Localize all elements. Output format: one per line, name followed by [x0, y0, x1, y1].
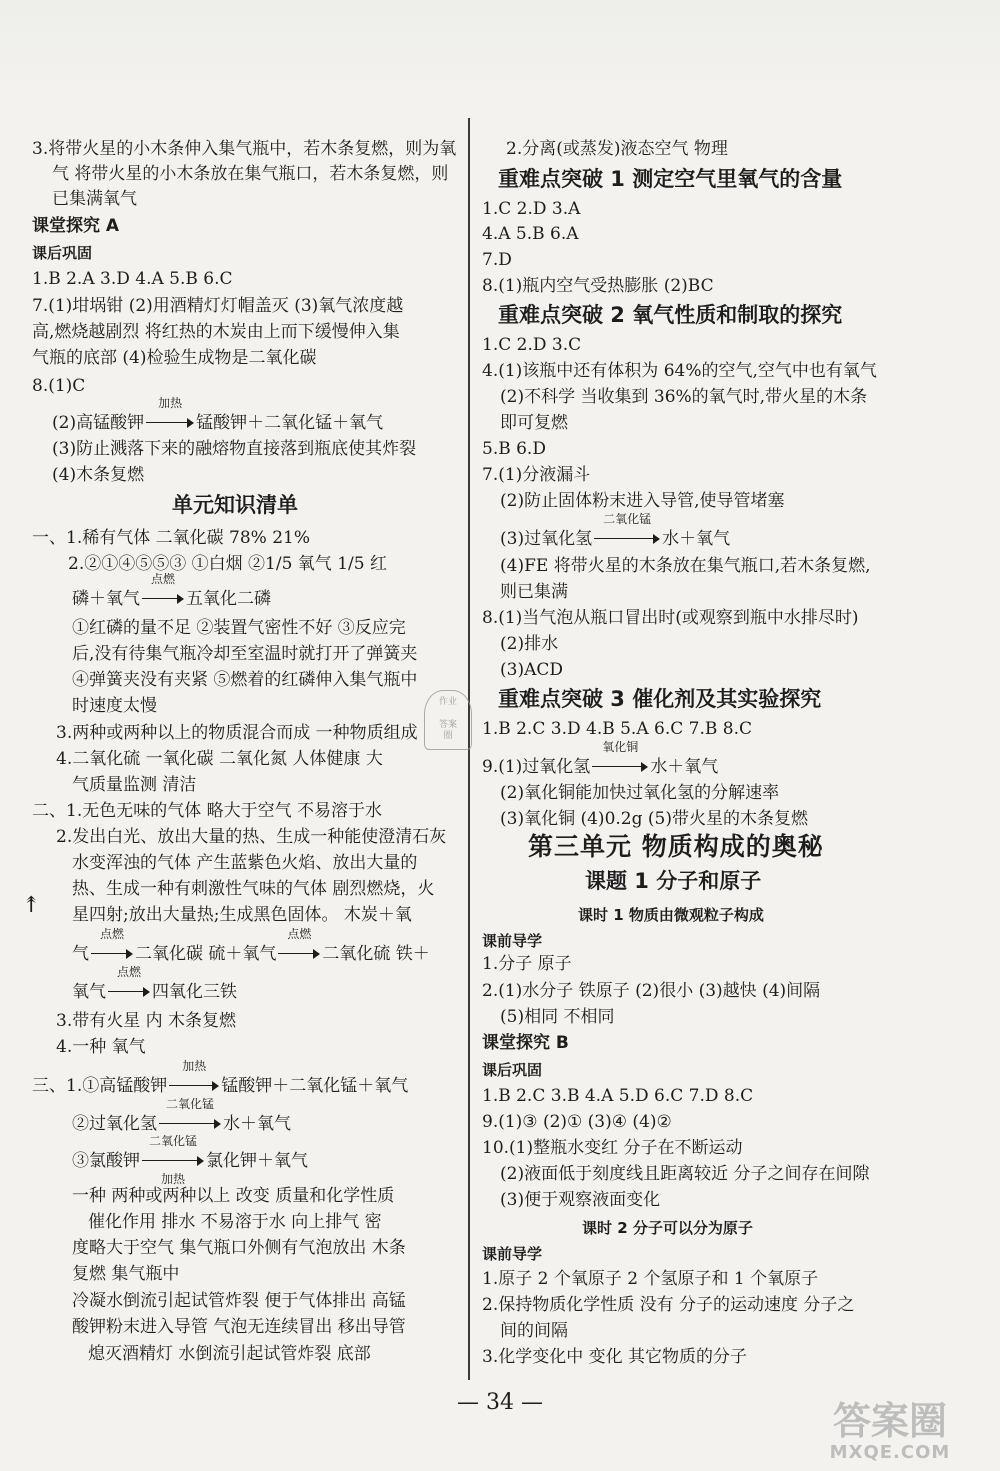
text-line: 复燃 集气瓶中: [72, 1264, 180, 1284]
arrow-icon: [592, 762, 648, 772]
text-line: ④弹簧夹没有夹紧 ⑤燃着的红磷伸入集气瓶中: [72, 670, 418, 690]
reaction-condition: 加热: [158, 396, 183, 410]
equation-line: [72, 1134, 308, 1186]
equation-line: [72, 927, 430, 965]
equation-reactant: 9.(1)过氧化氢: [482, 757, 591, 777]
equation-product: 水＋氧气: [223, 1114, 291, 1134]
arrow-icon: [108, 987, 150, 997]
arrow-icon: [594, 534, 660, 544]
equation-line: [500, 512, 731, 550]
equation-product: 四氧化三铁: [152, 982, 237, 1002]
text-line: 8.(1)C: [32, 376, 86, 396]
text-line: (3)防止溅落下来的融熔物直接落到瓶底使其炸裂: [52, 439, 417, 459]
page-number: — 34 —: [457, 1390, 543, 1415]
section-label: 课后巩固: [32, 244, 93, 262]
text-line: 一种 两种或两种以上 改变 质量和化学性质: [72, 1186, 395, 1206]
equation-reactant: 磷＋氧气: [72, 589, 140, 609]
arrow-icon: [278, 949, 320, 959]
stamp-text: 圈: [443, 731, 453, 741]
text-line: 热、生成一种有刺激性气味的气体 剧烈燃烧，火: [72, 879, 435, 899]
reaction-condition: 点燃: [287, 927, 312, 941]
text-line: 则已集满: [500, 582, 568, 602]
equation-line: [32, 1059, 409, 1097]
reaction-condition: 二氧化锰: [165, 1097, 214, 1111]
reaction-condition: 加热: [160, 1172, 185, 1186]
text-line: ①红磷的量不足 ②装置气密性不好 ③反应完: [72, 618, 406, 638]
section-heading: 单元知识清单: [172, 493, 298, 517]
text-line: 度略大于空气 集气瓶口外侧有气泡放出 木条: [72, 1238, 406, 1258]
text-line: 2.保持物质化学性质 没有 分子的运动速度 分子之: [482, 1295, 855, 1315]
text-line: 一、1.稀有气体 二氧化碳 78% 21%: [32, 528, 311, 548]
text-line: 催化作用 排水 不易溶于水 向上排气 密: [88, 1212, 382, 1232]
text-line: 3.带有火星 内 木条复燃: [56, 1011, 237, 1031]
equation-line: [52, 396, 384, 434]
reaction-arrow: [146, 396, 194, 434]
text-line: 已集满氧气: [52, 189, 137, 209]
equation-product: 水＋氧气: [650, 757, 719, 777]
equation-line: [482, 740, 719, 778]
reaction-condition: 氧化铜: [602, 740, 639, 754]
equation-line: [72, 572, 271, 610]
text-line: 二、1.无色无味的气体 略大于空气 不易溶于水: [32, 801, 383, 821]
equation-reactant: (2)高锰酸钾: [52, 413, 145, 433]
stamp-text: 作业: [438, 697, 457, 707]
arrow-icon: [169, 1081, 219, 1091]
reaction-condition: 二氧化锰: [148, 1134, 197, 1148]
reaction-arrow: [142, 1134, 204, 1186]
equation-product: 氯化钾＋氧气: [206, 1151, 308, 1171]
text-line: 5.B 6.D: [482, 439, 546, 459]
reaction-arrow: [91, 927, 133, 965]
text-line: 冷凝水倒流引起试管炸裂 便于气体排出 高锰: [72, 1291, 406, 1311]
section-label: 课堂探究 A: [32, 216, 120, 236]
equation-reactant: 三、1.①高锰酸钾: [32, 1076, 168, 1096]
text-line: 1.B 2.C 3.B 4.A 5.D 6.C 7.D 8.C: [482, 1086, 754, 1106]
text-line: 2.分离(或蒸发)液态空气 物理: [506, 139, 728, 159]
text-line: 星四射;放出大量热;生成黑色固体。 木炭＋氧: [72, 905, 412, 925]
text-line: (5)相同 不相同: [500, 1007, 615, 1027]
text-line: 1.B 2.A 3.D 4.A 5.B 6.C: [32, 269, 233, 289]
equation-reactant: ③氯酸钾: [72, 1151, 140, 1171]
reaction-condition: 点燃: [99, 927, 124, 941]
text-line: 4.(1)该瓶中还有体积为 64%的空气,空气中也有氧气: [482, 361, 877, 381]
text-line: 8.(1)当气泡从瓶口冒出时(或观察到瓶中水排尽时): [482, 608, 859, 628]
watermark-logo: [790, 1400, 990, 1465]
text-line: 水变浑浊的气体 产生蓝紫色火焰、放出大量的: [72, 853, 418, 873]
section-heading: 重难点突破 3 催化剂及其实验探究: [498, 687, 822, 711]
text-line: 间的间隔: [500, 1321, 568, 1341]
equation-product: 二氧化硫 铁＋: [322, 944, 430, 964]
equation-reactant: (3)过氧化氢: [500, 529, 593, 549]
text-line: 1.原子 2 个氧原子 2 个氢原子和 1 个氧原子: [482, 1269, 819, 1289]
text-line: 1.分子 原子: [482, 954, 572, 974]
ink-mark: ↟: [22, 893, 41, 918]
text-line: 高,燃烧越剧烈 将红热的木炭由上而下缓慢伸入集: [32, 322, 400, 342]
text-line: 8.(1)瓶内空气受热膨胀 (2)BC: [482, 276, 714, 296]
section-label: 课前导学: [482, 1245, 543, 1263]
text-line: (4)FE 将带火星的木条放在集气瓶口,若木条复燃,: [500, 556, 871, 576]
homework-stamp: [424, 690, 472, 750]
reaction-arrow: [159, 1097, 221, 1135]
arrow-icon: [142, 1156, 204, 1166]
reaction-arrow: [278, 927, 320, 965]
lesson-heading: 课时 1 物质由微观粒子构成: [578, 906, 764, 924]
equation-line: [72, 1097, 291, 1135]
text-line: (2)防止固体粉末进入导管,使导管堵塞: [500, 491, 785, 511]
text-line: 10.(1)整瓶水变红 分子在不断运动: [482, 1138, 743, 1158]
text-line: 4.一种 氧气: [56, 1037, 146, 1057]
text-line: 2.发出白光、放出大量的热、生成一种能使澄清石灰: [56, 827, 447, 847]
text-line: 2.(1)水分子 铁原子 (2)很小 (3)越快 (4)间隔: [482, 981, 821, 1001]
equation-product: 水＋氧气: [662, 529, 731, 549]
text-line: (4)木条复燃: [52, 465, 145, 485]
section-label: 课前导学: [482, 932, 543, 950]
text-line: 熄灭酒精灯 水倒流引起试管炸裂 底部: [88, 1344, 371, 1364]
reaction-arrow: [169, 1059, 219, 1097]
equation-product: 五氧化二磷: [186, 589, 271, 609]
equation-reactant: 氧气: [72, 982, 106, 1002]
text-line: 时速度太慢: [72, 696, 157, 716]
reaction-condition: 二氧化锰: [603, 512, 652, 526]
text-line: 4.二氧化硫 一氧化碳 二氧化氮 人体健康 大: [56, 749, 383, 769]
equation-product: 锰酸钾＋二氧化锰＋氧气: [221, 1076, 409, 1096]
text-line: 气 将带火星的小木条放在集气瓶口，若木条复燃，则: [52, 164, 449, 184]
text-line: 1.C 2.D 3.A: [482, 199, 581, 219]
arrow-icon: [159, 1119, 221, 1129]
equation-product: 锰酸钾＋二氧化锰＋氧气: [196, 413, 384, 433]
text-line: (2)不科学 当收集到 36%的氧气时,带火星的木条: [500, 387, 868, 407]
text-line: 气质量监测 清洁: [72, 775, 197, 795]
text-line: 7.D: [482, 250, 512, 270]
section-heading: 重难点突破 2 氧气性质和制取的探究: [498, 303, 843, 327]
equation-reactant: ②过氧化氢: [72, 1114, 157, 1134]
stamp-text: 答案: [438, 720, 457, 730]
equation-reactant: 气: [72, 944, 89, 964]
text-line: 气瓶的底部 (4)检验生成物是二氧化碳: [32, 348, 317, 368]
arrow-icon: [146, 418, 194, 428]
text-line: (3)ACD: [500, 660, 563, 680]
reaction-arrow: [592, 740, 648, 778]
reaction-condition: 点燃: [150, 572, 175, 586]
reaction-condition: 加热: [182, 1059, 207, 1073]
reaction-condition: 点燃: [116, 965, 141, 979]
text-line: 9.(1)③ (2)① (3)④ (4)②: [482, 1112, 672, 1132]
watermark-url: MXQE.COM: [829, 1442, 951, 1463]
text-line: 7.(1)分液漏斗: [482, 465, 591, 485]
equation-line: [72, 965, 237, 1003]
text-line: 酸钾粉末进入导管 气泡无连续冒出 移出导管: [72, 1317, 406, 1337]
text-line: 4.A 5.B 6.A: [482, 224, 579, 244]
arrow-icon: [142, 594, 184, 604]
section-label: 课后巩固: [482, 1061, 543, 1079]
lesson-heading: 课时 2 分子可以分为原子: [582, 1219, 753, 1237]
reaction-arrow: [108, 965, 150, 1003]
reaction-arrow: [594, 512, 660, 550]
section-label: 课堂探究 B: [482, 1033, 569, 1053]
unit-heading: 第三单元 物质构成的奥秘: [528, 832, 824, 861]
section-heading: 重难点突破 1 测定空气里氧气的含量: [498, 167, 843, 191]
text-line: 3.将带火星的小木条伸入集气瓶中，若木条复燃，则为氧: [32, 139, 457, 159]
topic-heading: 课题 1 分子和原子: [585, 869, 762, 893]
text-line: (2)氧化铜能加快过氧化氢的分解速率: [500, 783, 780, 803]
text-line: 1.C 2.D 3.C: [482, 335, 582, 355]
text-line: 3.两种或两种以上的物质混合而成 一种物质组成: [56, 723, 418, 743]
text-line: 1.B 2.C 3.D 4.B 5.A 6.C 7.B 8.C: [482, 719, 752, 739]
text-line: (3)氧化铜 (4)0.2g (5)带火星的木条复燃: [500, 809, 808, 829]
watermark-brand: 答案圈: [832, 1399, 947, 1443]
equation-product: 二氧化碳 硫＋氧气: [135, 944, 277, 964]
text-line: 后,没有待集气瓶冷却至室温时就打开了弹簧夹: [72, 644, 418, 664]
text-line: 3.化学变化中 变化 其它物质的分子: [482, 1347, 748, 1367]
text-line: (3)便于观察液面变化: [500, 1190, 661, 1210]
arrow-icon: [91, 949, 133, 959]
text-line: 即可复燃: [500, 413, 568, 433]
text-line: (2)液面低于刻度线且距离较近 分子之间存在间隙: [500, 1164, 870, 1184]
reaction-arrow: [142, 572, 184, 610]
text-line: 2.②①④⑤⑤③ ①白烟 ②1/5 氧气 1/5 红: [68, 554, 387, 574]
text-line: 7.(1)坩埚钳 (2)用酒精灯灯帽盖灭 (3)氧气浓度越: [32, 296, 404, 316]
text-line: (2)排水: [500, 634, 559, 654]
page-top-margin: [0, 0, 1000, 95]
